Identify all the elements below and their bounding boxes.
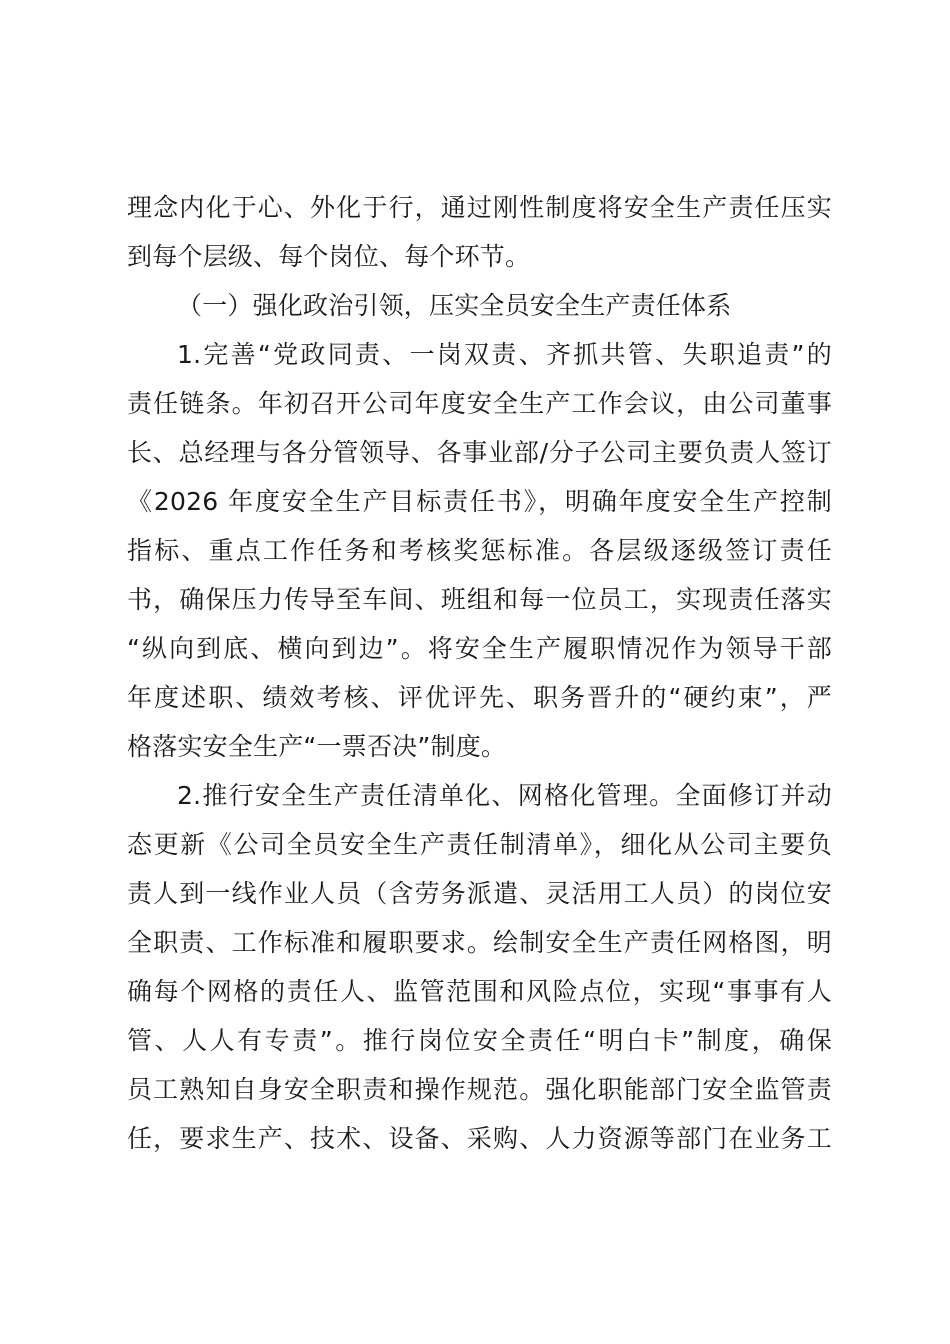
text-line: 管、人人有专责”。推行岗位安全责任“明白卡”制度，确保 [127, 1026, 832, 1055]
text-line: 员工熟知自身安全职责和操作规范。强化职能部门安全监管责 [127, 1075, 832, 1104]
text-line: 到每个层级、每个岗位、每个环节。 [127, 242, 531, 271]
document-body [127, 183, 832, 1163]
section-heading [127, 281, 832, 330]
text-line: 长、总经理与各分管领导、各事业部/分子公司主要负责人签订 [127, 438, 832, 467]
paragraph-item-1 [127, 330, 832, 771]
text-line: 全职责、工作标准和履职要求。绘制安全生产责任网格图，明 [127, 928, 832, 957]
text-line: 年度述职、绩效考核、评优评先、职务晋升的“硬约束”，严 [127, 683, 832, 712]
text-line: 责人到一线作业人员（含劳务派遣、灵活用工人员）的岗位安 [127, 879, 832, 908]
text-line: “纵向到底、横向到边”。将安全生产履职情况作为领导干部 [127, 634, 832, 663]
paragraph-item-2 [127, 771, 832, 1163]
text-line: 任，要求生产、技术、设备、采购、人力资源等部门在业务工 [127, 1124, 832, 1153]
text-line: 2.推行安全生产责任清单化、网格化管理。全面修订并动 [177, 781, 832, 810]
text-line: 确每个网格的责任人、监管范围和风险点位，实现“事事有人 [127, 977, 832, 1006]
text-line: 格落实安全生产“一票否决”制度。 [127, 732, 507, 761]
text-line: 《2026 年度安全生产目标责任书》，明确年度安全生产控制 [127, 487, 832, 516]
text-line: 书，确保压力传导至车间、班组和每一位员工，实现责任落实 [127, 585, 832, 614]
text-line: 理念内化于心、外化于行，通过刚性制度将安全生产责任压实 [127, 193, 832, 222]
text-line: 指标、重点工作任务和考核奖惩标准。各层级逐级签订责任 [127, 536, 832, 565]
text-line: 态更新《公司全员安全生产责任制清单》，细化从公司主要负 [127, 830, 832, 859]
text-line: 1.完善“党政同责、一岗双责、齐抓共管、失职追责”的 [177, 340, 832, 369]
paragraph-continued [127, 183, 832, 281]
heading-text: （一）强化政治引领，压实全员安全生产责任体系 [177, 291, 732, 320]
text-line: 责任链条。年初召开公司年度安全生产工作会议，由公司董事 [127, 389, 832, 418]
